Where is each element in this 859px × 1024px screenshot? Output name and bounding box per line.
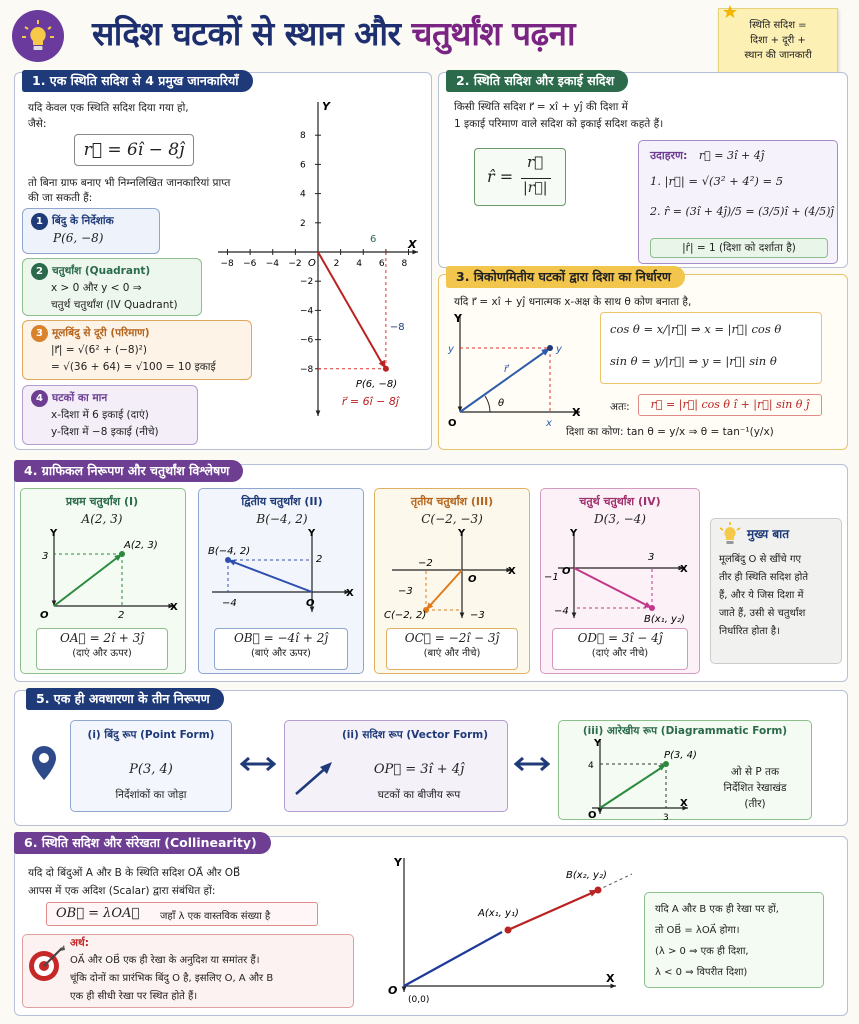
y-axis-label: Y: [454, 312, 462, 325]
s6-right-line: यदि A और B एक ही रेखा पर हों,: [655, 904, 779, 915]
s3-graph: [440, 312, 600, 432]
s6-right-line: (λ > 0 ⇒ एक ही दिशा,: [655, 946, 749, 957]
s2-intro-2: 1 इकाई परिमाण वाले सदिश को इकाई सदिश कहते हैं।: [454, 118, 664, 130]
y-component-label: −8: [389, 322, 405, 333]
vector-form-subtitle: घटकों का बीजीय रूप: [377, 789, 461, 801]
position-vector: [228, 560, 312, 592]
s3-sin-eq: sin θ = y/|r⃗| ⇒ y = |r⃗| sin θ: [610, 354, 777, 368]
lightbulb-logo: [12, 10, 64, 62]
quadrant-I-graph: [24, 526, 184, 622]
y-tick-label: −6: [300, 335, 314, 346]
x-component-label: 6: [370, 234, 377, 245]
x-tick-label: 6: [378, 259, 385, 269]
s6-meaning-title: अर्थ:: [70, 937, 89, 949]
graph-label: 3: [648, 552, 655, 563]
quadrant-II-eq-box: OB⃗ = −4î + 2ĵ (बाएं और ऊपर): [214, 628, 348, 670]
diagram-form-desc: ओ से P तक निर्देशित रेखाखंड (तीर): [723, 766, 787, 810]
key-point-line: निर्धारित होता है।: [719, 626, 780, 637]
s2-intro: किसी स्थिति सदिश r⃗ = xî + yĵ की दिशा में: [454, 101, 628, 113]
y-axis-label: Y: [322, 100, 330, 113]
quadrant-III-title: तृतीय चतुर्थांश (III): [410, 495, 494, 508]
position-vector: [574, 568, 652, 608]
point-P: [383, 366, 389, 372]
point-P-label: P(6, −8): [355, 378, 398, 390]
origin-coords: (0,0): [408, 995, 430, 1005]
s3-direction-eq: दिशा का कोण: tan θ = y/x ⇒ θ = tan⁻¹(y/x): [566, 426, 774, 438]
y-axis-arrow: [402, 986, 407, 992]
vector-endpoint: [649, 605, 655, 611]
x-axis-label: X: [346, 588, 354, 599]
sticky-note: स्थिति सदिश = दिशा + दूरी + स्थान की जानकारी: [718, 8, 838, 74]
s1-item-2: 2 चतुर्थांश (Quadrant) x > 0 और y < 0 ⇒ चतुर्थ चतुर्थांश (IV Quadrant): [22, 258, 202, 316]
theta-arc: [485, 396, 490, 412]
x-axis-label: X: [680, 798, 688, 809]
s1-item-3: 3 मूलबिंदु से दूरी (परिमाण) |r⃗| = √(6² + (−8)²) = √(36 + 64) = √100 = 10 इकाई: [22, 320, 252, 380]
key-point-line: मूलबिंदु O से खींचे गए: [719, 554, 801, 565]
quadrant-IV-graph: [544, 526, 698, 625]
x-tick-label: 8: [401, 259, 408, 269]
position-vector: [426, 570, 462, 610]
y-tick-label: 4: [588, 761, 594, 771]
star-icon: [723, 5, 737, 19]
position-vector-arrow: [318, 252, 383, 365]
section-4-title: 4. ग्राफिकल निरूपण और चतुर्थांश विश्लेषण: [14, 460, 243, 482]
s1-item-4: 4 घटकों का मान x-दिशा में 6 इकाई (दाएं) y-दिशा में −8 इकाई (नीचे): [22, 385, 198, 445]
y-axis-label: Y: [594, 738, 602, 749]
origin-label: O: [308, 258, 316, 269]
y-axis-label: Y: [50, 528, 58, 539]
graph-label: −3: [470, 610, 485, 621]
quadrant-IV-eq-box: OD⃗ = 3î − 4ĵ (दाएं और नीचे): [552, 628, 688, 670]
x-axis-label: X: [572, 406, 581, 419]
s1-item-1: 1 बिंदु के निर्देशांक P(6, −8): [22, 208, 160, 254]
s1-after-2: की जा सकती हैं:: [28, 192, 93, 204]
y-tick-label: −2: [300, 277, 314, 288]
diagram-form-title: (iii) आरेखीय रूप (Diagrammatic Form): [582, 725, 788, 737]
s6-intro-2: आपस में एक अदिश (Scalar) द्वारा संबंधित हों:: [28, 885, 216, 897]
y-label-left: y: [448, 344, 454, 355]
x-axis-label: X: [680, 564, 688, 575]
s3-therefore: अतः:: [610, 401, 630, 413]
y-axis-label: Y: [458, 528, 466, 539]
vector-label: r⃗ = 6î − 8ĵ: [341, 394, 399, 408]
s3-result-eq: r⃗ = |r⃗| cos θ î + |r⃗| sin θ ĵ: [638, 394, 822, 416]
y-axis-arrow: [598, 808, 603, 814]
origin-label: O: [306, 598, 315, 609]
s6-equation-note: जहाँ λ एक वास्तविक संख्या है: [160, 911, 271, 922]
s2-example-eq: r⃗ = 3î + 4ĵ: [698, 149, 765, 162]
vector-endpoint: [225, 557, 231, 563]
y-axis-label: Y: [394, 856, 402, 869]
point-form-value: P(3, 4): [129, 762, 173, 777]
origin-label: O: [448, 418, 457, 429]
s3-cos-eq: cos θ = x/|r⃗| ⇒ x = |r⃗| cos θ: [610, 322, 782, 336]
location-pin-icon: [32, 746, 56, 780]
double-arrow-icon: [514, 756, 550, 772]
target-icon: [26, 944, 66, 984]
key-point-line: हैं, और ये जिस दिशा में: [719, 590, 804, 601]
s6-right-line: तो OB⃗ = λOA⃗ होगा।: [655, 925, 740, 936]
y-tick-label: 2: [300, 218, 306, 229]
quadrant-II-graph: [202, 526, 362, 622]
x-tick-label: 2: [333, 259, 340, 269]
point-P: [663, 761, 669, 767]
page-title: सदिश घटकों से स्थान और चतुर्थांश पढ़ना: [92, 14, 575, 53]
x-axis-label: X: [508, 566, 516, 577]
point-A: [505, 927, 512, 934]
graph-label: 2: [316, 554, 323, 565]
s2-example-note: |r̂| = 1 (दिशा को दर्शाता है): [650, 238, 828, 258]
s6-right-box: [644, 892, 824, 988]
lightbulb-icon: [718, 522, 742, 546]
arrow-icon: [292, 758, 336, 798]
quadrant-II-title: द्वितीय चतुर्थांश (II): [241, 495, 323, 508]
y-axis-arrow: [572, 612, 577, 618]
quadrant-III-eq-box: OC⃗ = −2î − 3ĵ (बाएं और नीचे): [386, 628, 518, 670]
graph-label: −1: [544, 572, 559, 583]
graph-label: −2: [418, 558, 433, 569]
y-label-right: y: [556, 344, 562, 355]
y-tick-label: −8: [300, 364, 314, 375]
position-vector: [54, 554, 122, 606]
s1-after: तो बिना ग्राफ बनाए भी निम्नलिखित जानकारियां प्राप्त: [28, 177, 231, 189]
s6-intro: यदि दो बिंदुओं A और B के स्थिति सदिश OA⃗ और OB⃗: [28, 867, 241, 879]
x-axis-label: X: [606, 972, 615, 985]
section-3-title: 3. त्रिकोणमितीय घटकों द्वारा दिशा का निर्धारण: [446, 266, 685, 288]
x-tick-label: −2: [288, 259, 302, 269]
origin-label: O: [562, 566, 571, 577]
graph-label: −4: [222, 598, 237, 609]
x-tick-label: 4: [356, 259, 362, 269]
section-6-title: 6. स्थिति सदिश और संरेखता (Collinearity): [14, 832, 271, 854]
origin-label: O: [588, 810, 597, 821]
point-form-subtitle: निर्देशांकों का जोड़ा: [115, 789, 187, 801]
point-B: [595, 887, 602, 894]
r-label: r⃗: [504, 364, 509, 375]
s2-example-step-2: 2. r̂ = (3î + 4ĵ)/5 = (3/5)î + (4/5)ĵ: [650, 205, 834, 218]
s2-example-title: उदाहरण:: [650, 149, 688, 162]
point-A-label: A(x₁, y₁): [478, 908, 519, 919]
vector-form-value: OP⃗ = 3î + 4ĵ: [373, 762, 465, 777]
section-1-title: 1. एक स्थिति सदिश से 4 प्रमुख जानकारियाँ: [22, 70, 253, 92]
key-point-line: तीर ही स्थिति सदिश होते: [719, 572, 809, 583]
s6-meaning-line: OA⃗ और OB⃗ एक ही रेखा के अनुदिश या समांतर हैं।: [70, 955, 260, 966]
s2-example-step-1: 1. |r⃗| = √(3² + 4²) = 5: [650, 174, 784, 188]
s3-intro: यदि r⃗ = xî + yĵ धनात्मक x-अक्ष के साथ θ कोण बनाता है,: [454, 296, 692, 308]
s1-intro-2: जैसे:: [28, 118, 47, 130]
graph-label: 3: [42, 551, 49, 562]
section-5-title: 5. एक ही अवधारणा के तीन निरूपण: [26, 688, 224, 710]
s1-intro: यदि केवल एक स्थिति सदिश दिया गया हो,: [28, 102, 189, 114]
quadrant-I-title: प्रथम चतुर्थांश (I): [65, 495, 139, 508]
graph-label: C(−2, 2): [384, 610, 427, 621]
origin-label: O: [388, 984, 398, 997]
section-2-title: 2. स्थिति सदिश और इकाई सदिश: [446, 70, 628, 92]
theta-label: θ: [498, 398, 505, 409]
graph-label: B(x₁, y₂): [644, 614, 685, 625]
s1-graph: [212, 96, 428, 422]
x-tick-label: 3: [663, 813, 669, 823]
x-tick-label: −6: [243, 259, 257, 269]
y-axis-label: Y: [308, 528, 316, 539]
s6-meaning-line: एक ही सीधी रेखा पर स्थित होते हैं।: [70, 991, 198, 1002]
y-tick-label: 6: [300, 160, 306, 171]
y-tick-label: 4: [300, 189, 306, 200]
OP-vector: [600, 766, 664, 808]
point-form-title: (i) बिंदु रूप (Point Form): [87, 729, 215, 741]
x-label: x: [546, 418, 552, 429]
quadrant-I-eq-box: OA⃗ = 2î + 3ĵ (दाएं और ऊपर): [36, 628, 168, 670]
point-P-label: P(3, 4): [664, 750, 697, 761]
diagram-form-graph: [576, 736, 697, 823]
origin-label: O: [40, 610, 49, 621]
s6-equation: OB⃗ = λOA⃗: [56, 906, 140, 921]
x-tick-label: −4: [265, 259, 280, 269]
graph-label: −3: [398, 586, 413, 597]
origin-label: O: [468, 574, 477, 585]
s6-right-line: λ < 0 ⇒ विपरीत दिशा): [655, 967, 748, 978]
quadrant-I-point: A(2, 3): [81, 512, 123, 526]
s6-collinearity-graph: [370, 852, 632, 1010]
vector-form-title: (ii) सदिश रूप (Vector Form): [341, 729, 489, 741]
x-axis-label: X: [408, 238, 417, 251]
y-axis-arrow: [316, 410, 321, 416]
y-tick-label: 8: [300, 131, 306, 142]
x-tick-label: −8: [220, 259, 234, 269]
quadrant-II-point: B(−4, 2): [256, 512, 308, 526]
y-tick-label: −4: [300, 306, 314, 317]
s1-equation: r⃗ = 6î − 8ĵ: [74, 134, 194, 166]
key-point-line: जाते हैं, उसी से चतुर्थांश: [719, 608, 806, 619]
s6-meaning-line: चूंकि दोनों का प्रारंभिक बिंदु O है, इसलिए O, A और B: [70, 973, 274, 984]
quadrant-III-graph: [378, 526, 528, 622]
y-axis-label: Y: [570, 528, 578, 539]
quadrant-III-point: C(−2, −3): [421, 512, 483, 526]
y-axis-arrow: [460, 612, 465, 618]
vector-endpoint: [119, 551, 125, 557]
graph-label: B(−4, 2): [208, 546, 251, 557]
key-point-title: मुख्य बात: [747, 527, 790, 541]
x-axis-label: X: [170, 602, 178, 613]
unit-vector-formula: r̂ = r⃗ |r⃗|: [474, 148, 566, 206]
graph-label: 2: [118, 610, 125, 621]
double-arrow-icon: [240, 756, 276, 772]
r-endpoint: [547, 345, 553, 351]
lightbulb-icon: [21, 19, 55, 53]
graph-label: A(2, 3): [124, 540, 158, 551]
quadrant-IV-point: D(3, −4): [594, 512, 646, 526]
graph-label: −4: [554, 606, 569, 617]
OA-vector: [404, 932, 502, 986]
AB-vector: [508, 892, 594, 930]
point-B-label: B(x₂, y₂): [566, 870, 607, 881]
quadrant-IV-title: चतुर्थ चतुर्थांश (IV): [579, 495, 661, 508]
